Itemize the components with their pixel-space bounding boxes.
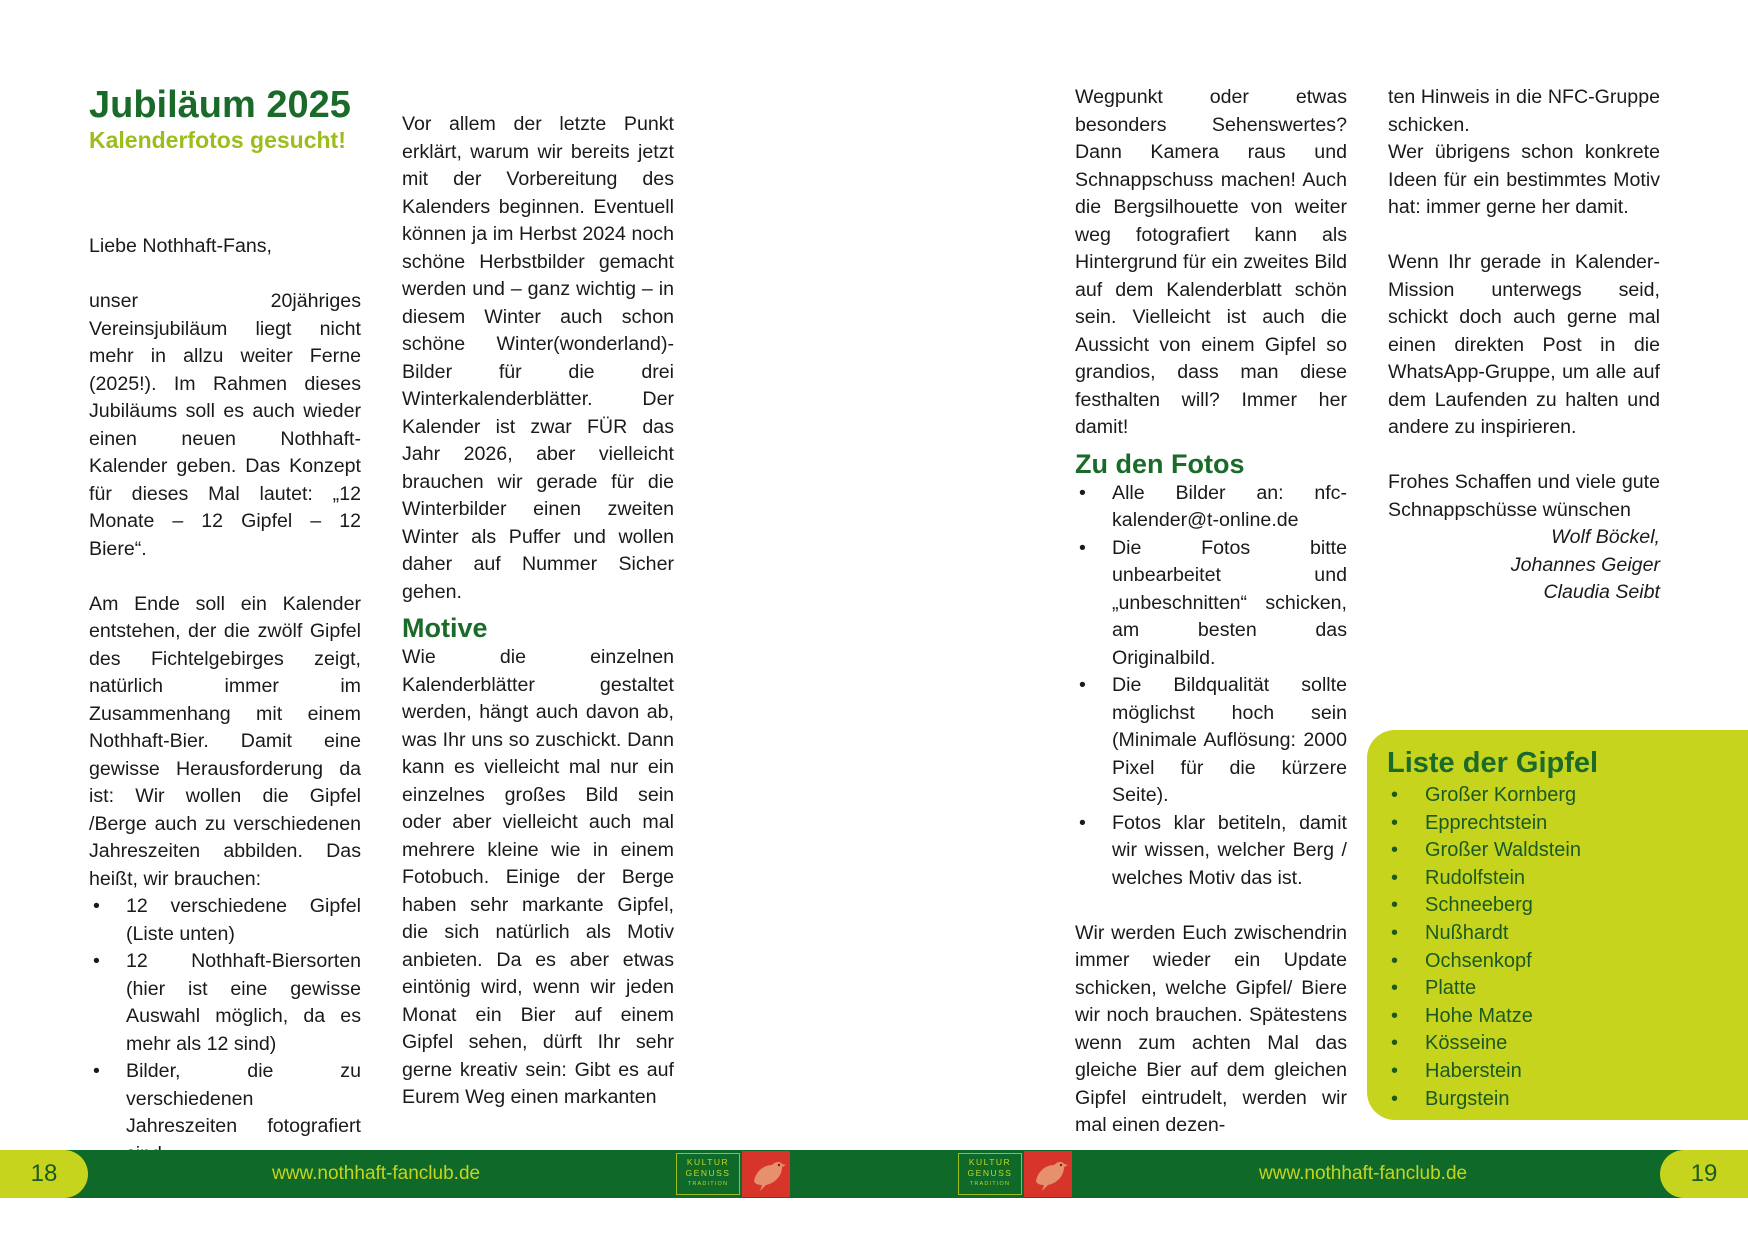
paragraph: Wie die einzelnen Kalenderblätter gestaltet werden, hängt auch davon ab, was Ihr uns so zuschickt. Dann kann es vielleicht mal nur ein einzelnes großes Bild sein oder aber vielleicht auch mal mehrere kleine wie in einem Fotobuch. Einige der Berge haben sehr markante Gipfel, die sich natürlich als Motiv anbieten. Da es aber etwas eintönig wird, wenn wir jeden Monat ein Bier auf einem Gipfel sehen, dürft Ihr sehr gerne kreativ sein: Gibt es auf Eurem Weg einen markanten — [402, 646, 674, 1108]
paragraph: Wir werden Euch zwischendrin immer wieder ein Update schicken, welche Gipfel/ Biere wir noch brauchen. Spätestens wenn zum achten Mal das gleiche Bier auf dem gleichen Gipfel eintrudelt, werden wir mal einen dezen- — [1075, 921, 1347, 1136]
kultur-genuss-logo — [958, 1151, 1076, 1197]
list-item: • Haberstein — [1391, 1059, 1522, 1082]
gipfel-list — [1387, 782, 1717, 1113]
bullet: • — [93, 950, 100, 972]
list-item: • Rudolfstein — [1391, 866, 1526, 889]
logo-text: KULTUR GENUSS TRADITION — [676, 1153, 740, 1195]
bird-icon — [742, 1151, 790, 1197]
list-item: • Ochsenkopf — [1391, 949, 1532, 972]
list-item: • Epprechtstein — [1391, 811, 1548, 834]
footer-bar — [0, 1150, 1748, 1198]
bullet: • — [1079, 536, 1086, 559]
list-item: • Die Bildqualität sollte möglichst hoch sein (Minimale Auflösung: 2000 Pixel für die kürzere Seite). — [1079, 674, 1347, 806]
signature: Johannes Geiger — [1510, 553, 1660, 576]
list-item: • Hohe Matze — [1391, 1004, 1533, 1027]
list-item: • Die Fotos bitte unbearbeitet und „unbeschnitten“ schicken, am besten das Originalbild. — [1079, 536, 1347, 669]
list-item: • Bilder, die zu verschiedenen Jahreszeiten fotografiert — [93, 1060, 361, 1137]
page-title: Jubiläum 2025 — [89, 84, 351, 126]
list-item: • 12 Nothhaft-Biersorten (hier ist eine gewisse Auswahl möglich, da es mehr als 12 sind) — [93, 950, 361, 1055]
paragraph: unser 20jähriges Vereinsjubiläum liegt nicht mehr in allzu weiter Ferne (2025!). Im Rahmen dieses Jubiläums soll es auch wieder einen neuen Nothhaft-Kalender geben. Das Konzept für dieses Mal lautet: „12 Monate – 12 Gipfel – 12 Biere“. — [89, 290, 361, 560]
section-heading-fotos: Zu den Fotos — [1075, 448, 1245, 479]
paragraph: Vor allem der letzte Punkt erklärt, warum wir bereits jetzt mit der Vorbereitung des Kalenders beginnen. Eventuell können ja im Herbst 2024 noch schöne Herbstbilder gemacht werden und – ganz wichtig – in diesem Winter auch schon schöne Winter(wonderland)-Bilder für die drei Winterkalenderblätter. Der Kalender ist zwar FÜR das Jahr 2026, aber vielleicht brauchen wir gerade für die Winterbilder einen zweiten Winter als Puffer und wollen daher auf Nummer Sicher gehen. — [402, 113, 674, 603]
bullet: • — [93, 895, 100, 917]
column-3 — [1075, 84, 1347, 1140]
logo-text: KULTUR GENUSS TRADITION — [958, 1153, 1022, 1195]
list-item: • Großer Waldstein — [1391, 839, 1581, 862]
paragraph: Wenn Ihr gerade in Kalender-Mission unterwegs seid, schickt doch auch gerne mal einen direkten Post in die WhatsApp-Gruppe, um alle auf dem Laufenden zu halten und andere zu inspirieren. — [1388, 251, 1660, 438]
list-item: • Großer Kornberg — [1391, 784, 1577, 806]
list-item: • Platte — [1391, 977, 1477, 1000]
footer-url-left[interactable]: www.nothhaft-fanclub.de — [272, 1163, 481, 1184]
bullet: • — [1079, 481, 1086, 504]
gipfel-list-title: Liste der Gipfel — [1387, 747, 1599, 779]
greeting: Liebe Nothhaft-Fans, — [89, 235, 272, 257]
list-item: • Kösseine — [1391, 1032, 1508, 1055]
paragraph: Am Ende soll ein Kalender entstehen, der die zwölf Gipfel des Fichtelgebirges zeigt, natürlich immer im Zusammenhang mit einem Nothhaft-Bier. Damit eine gewisse Herausforderung da ist: Wir wollen die Gipfel /Berge auch zu verschiedenen Jahreszeiten abbilden. Das heißt, wir brauchen: — [89, 592, 361, 890]
footer-url-right[interactable]: www.nothhaft-fanclub.de — [1259, 1163, 1468, 1184]
page-subtitle: Kalenderfotos gesucht! — [89, 127, 346, 153]
bullet: • — [1079, 674, 1086, 696]
paragraph: Wer übrigens schon konkrete Ideen für ein bestimmtes Motiv hat: immer gerne her damit. — [1388, 141, 1660, 218]
list-item: • Alle Bilder an: nfc-kalender@t-online.de — [1079, 481, 1347, 531]
paragraph: Frohes Schaffen und viele gute Schnappschüsse wünschen — [1388, 471, 1660, 521]
section-heading-motive: Motive — [402, 613, 488, 643]
photo-rules-list — [1075, 480, 1347, 893]
page-number-right: 19 — [1660, 1150, 1748, 1198]
needs-list — [89, 893, 361, 1168]
gipfel-list-box — [1367, 730, 1748, 1120]
list-item: • 12 verschiedene Gipfel (Liste unten) — [93, 895, 361, 945]
list-item: • Fotos klar betiteln, damit wir wissen, welcher Berg / welches Motiv das ist. — [1079, 811, 1347, 889]
kultur-genuss-logo — [676, 1151, 794, 1197]
list-item: • Nußhardt — [1391, 921, 1509, 944]
bullet: • — [93, 1060, 100, 1082]
bird-icon — [1024, 1151, 1072, 1197]
signature: Claudia Seibt — [1543, 581, 1660, 603]
column-2 — [402, 111, 674, 1112]
column-1 — [89, 84, 361, 1168]
bullet: • — [1079, 811, 1086, 834]
list-item: • Schneeberg — [1391, 894, 1533, 917]
paragraph: Wegpunkt oder etwas besonders Sehenswertes? Dann Kamera raus und Schnappschuss machen! Auch die Bergsilhouette von weiter weg fotografiert kann als Hintergrund für ein zweites Bild auf dem Kalenderblatt schön sein. Vielleicht ist auch die Aussicht von einem Gipfel so grandios, dass man diese festhalten will? Immer her damit! — [1075, 86, 1347, 438]
paragraph: ten Hinweis in die NFC-Gruppe schicken. — [1388, 86, 1660, 136]
signature: Wolf Böckel, — [1551, 526, 1660, 548]
page-number-left: 18 — [0, 1150, 88, 1198]
column-4 — [1388, 84, 1660, 607]
list-item: • Burgstein — [1391, 1087, 1510, 1110]
